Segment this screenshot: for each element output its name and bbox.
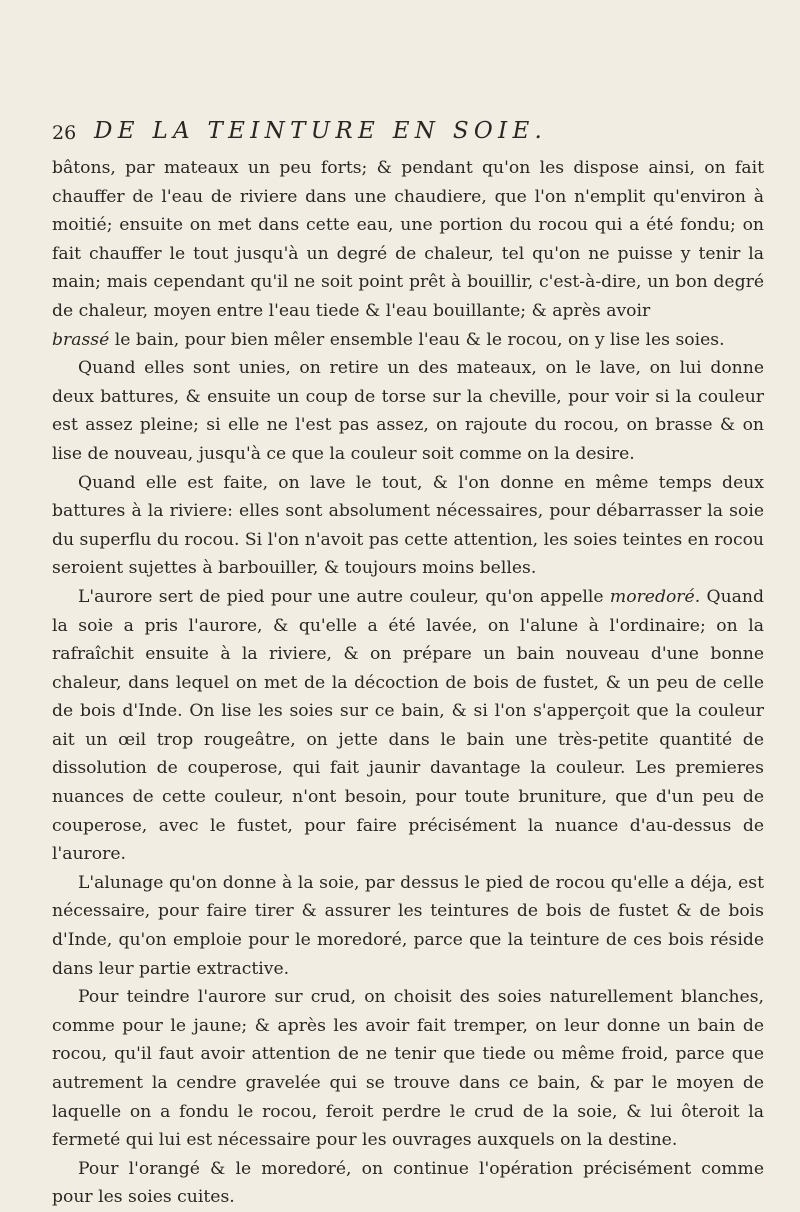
page-number: 26 — [52, 122, 77, 144]
paragraph: Pour teindre l'aurore sur crud, on choisit des soies naturellement blanches, comme pour le jaune; & après les avoir fait tremper, on leur donne un bain de rocou, qu'il faut avoir attention de ne tenir que tiede ou même froid, parce que autrement la cendre gravelée qui se trouve dans ce bain, & par le moyen de laquelle on a fondu le rocou, feroit perdre le crud de la soie, & lui ôteroit la fermeté qui lui est nécessaire pour les ouvrages auxquels on la destine. — [52, 987, 764, 1151]
book-page — [52, 118, 764, 1212]
paragraph: Quand elle est faite, on lave le tout, & l'on donne en même temps deux battures à la riviere: elles sont absolument nécessaires, pour débarrasser la soie du superflu du rocou. Si l'on n'avoit pas cette attention, les soies teintes en rocou seroient sujettes à barbouiller, & toujours moins belles. — [52, 472, 764, 579]
paragraph-text: le bain, pour bien mêler ensemble l'eau & le rocou, on y lise les soies. — [109, 329, 725, 350]
paragraph: Pour l'orangé & le moredoré, on continue l'opération précisément comme pour les soies cuites. — [52, 1158, 764, 1208]
paragraph — [52, 326, 764, 355]
running-title: DE LA TEINTURE EN SOIE. — [94, 118, 548, 144]
italic-term: brassé — [52, 329, 110, 350]
paragraph: bâtons, par mateaux un peu forts; & pendant qu'on les dispose ainsi, on fait chauffer de l'eau de riviere dans une chaudiere, que l'on n'emplit qu'environ à moitié; ensuite on met dans cette eau, une portion du rocou qui a été fondu; on fait chauffer le tout jusqu'à un degré de chaleur, tel qu'on ne puisse y tenir la main; mais cependant qu'il ne soit point prêt à bouillir, c'est-à-dire, un bon degré de chaleur, moyen entre l'eau tiede & l'eau bouillante; & après avoir — [52, 158, 764, 321]
paragraph: L'alunage qu'on donne à la soie, par dessus le pied de rocou qu'elle a déja, est nécessaire, pour faire tirer & assurer les teintures de bois de fustet & de bois d'Inde, qu'on emploie pour le moredoré, parce que la teinture de ces bois réside dans leur partie extractive. — [52, 872, 764, 979]
italic-term: moredoré. — [609, 586, 701, 607]
page-header — [52, 118, 764, 148]
paragraph — [52, 583, 764, 869]
paragraph: Quand elles sont unies, on retire un des mateaux, on le lave, on lui donne deux battures, & ensuite un coup de torse sur la cheville, pour voir si la couleur est assez pleine; si elle ne l'est pas assez, on rajoute du rocou, on brasse & on lise de nouveau, jusqu'à ce que la couleur soit comme on la desire. — [52, 358, 764, 464]
paragraph-text: Quand la soie a pris l'aurore, & qu'elle a été lavée, on l'alune à l'ordinaire; on la rafraîchit ensuite à la riviere, & on prépare un bain nouveau d'une bonne chaleur, dans lequel on met de la décoction de bois de fustet, & un peu de celle de bois d'Inde. On lise les soies sur ce bain, & si l'on s'apperçoit que la couleur ait un œil trop rougeâtre, on jette dans le bain une très-petite quantité de dissolution de couperose, qui fait jaunir davantage la couleur. Les premieres nuances de cette couleur, n'ont besoin, pour toute bruniture, que d'un peu de couperose, avec le fustet, pour faire précisément la nuance d'au-dessus de l'aurore. — [52, 586, 764, 865]
body-text — [52, 154, 764, 1212]
paragraph-text: L'aurore sert de pied pour une autre couleur, qu'on appelle — [78, 586, 610, 607]
